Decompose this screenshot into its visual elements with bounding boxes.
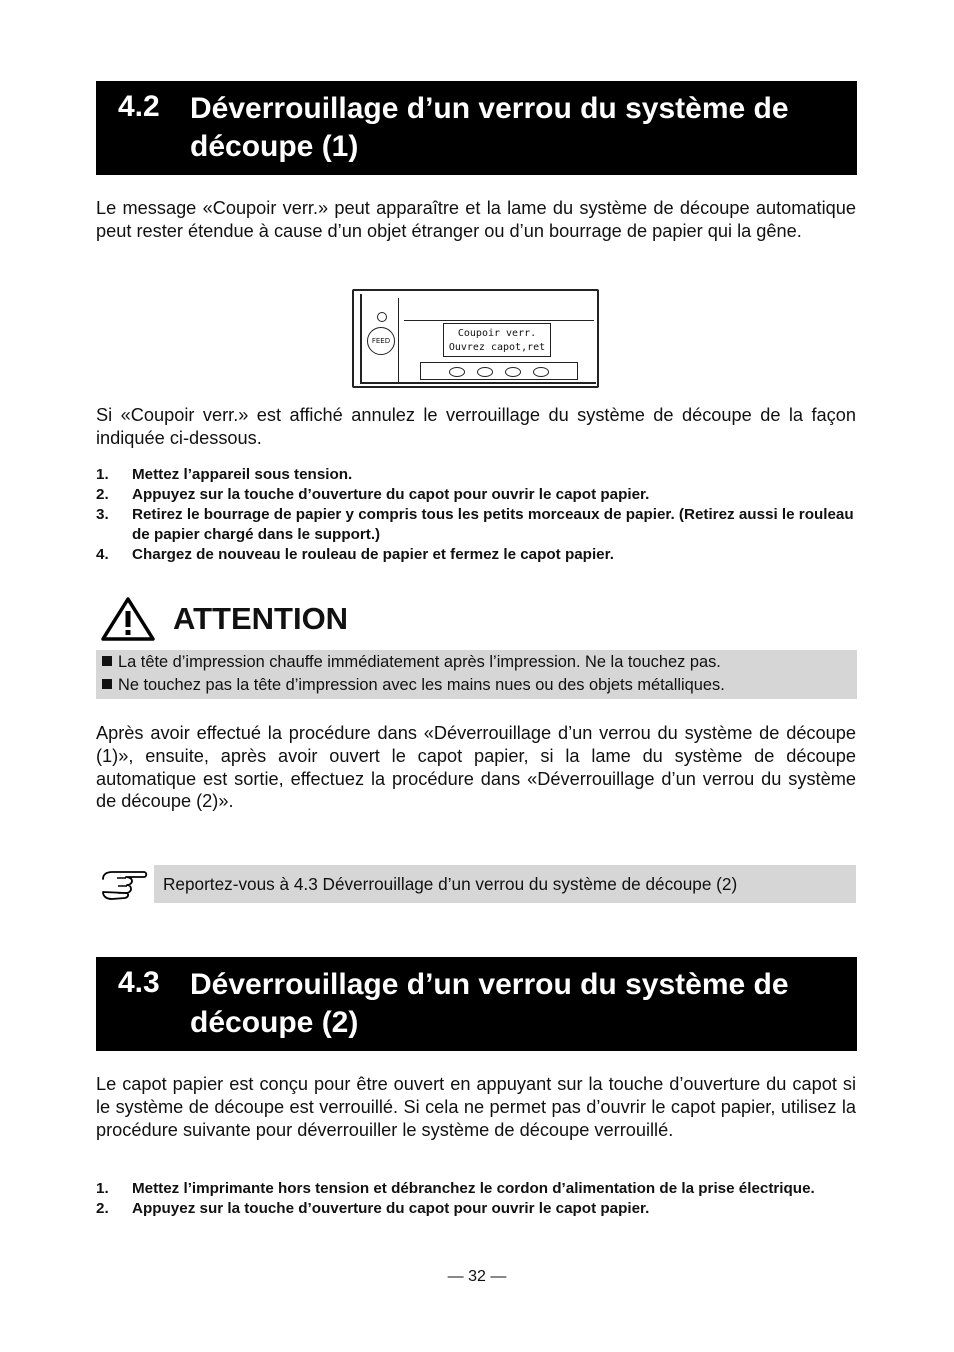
display-keys (420, 362, 578, 380)
bullet-square-icon (102, 679, 112, 689)
power-led-icon (377, 312, 387, 322)
key-icon (505, 367, 521, 377)
printer-display-illustration (352, 289, 599, 388)
section-title: Déverrouillage d’un verrou du système de découpe (2) (190, 968, 789, 1039)
display-top-bar (404, 296, 594, 321)
lcd-line-1: Coupoir verr. (457, 328, 537, 339)
list-item: 1. Mettez l’appareil sous tension. (96, 466, 353, 483)
after-procedure-paragraph: Après avoir effectué la procédure dans «Déverrouillage d’un verrou du système de découpe (1)», ensuite, après avoir ouvert le capot papier, si la lame du système de découpe automatique est sortie, effectuez la procédure dans «Déverrouillage d’un verrou du système de découpe (2)». (96, 723, 856, 812)
section-number: 4.3 (118, 966, 160, 999)
list-item: 3. Retirez le bourrage de papier y compris tous les petits morceaux de papier. (Retirez aussi le rouleau de papier chargé dans le support.) (96, 506, 854, 543)
reference-note (154, 865, 856, 903)
section-4-3-intro: Le capot papier est conçu pour être ouvert en appuyant sur la touche d’ouverture du capot si le système de découpe est verrouillé. Si cela ne permet pas d’ouvrir le capot papier, utilisez la procédure suivante pour déverrouiller le système de découpe verrouillé. (96, 1074, 856, 1140)
attention-box (96, 650, 857, 699)
attention-item: La tête d’impression chauffe immédiatement après l’impression. Ne la touchez pas. (102, 653, 721, 672)
lcd-screen (443, 323, 551, 357)
lcd-line-2: Ouvrez capot,ret (448, 342, 546, 353)
after-display-paragraph: Si «Coupoir verr.» est affiché annulez le verrouillage du système de découpe de la façon indiquée ci-dessous. (96, 405, 856, 448)
list-item: 4. Chargez de nouveau le rouleau de papier et fermez le capot papier. (96, 546, 614, 563)
list-item: 2. Appuyez sur la touche d’ouverture du capot pour ouvrir le capot papier. (96, 486, 650, 503)
steps-list-4-2 (96, 465, 858, 565)
page-number: — 32 — (447, 1268, 507, 1285)
display-panel (360, 294, 596, 384)
reference-text: Reportez-vous à 4.3 Déverrouillage d’un verrou du système de découpe (2) (163, 874, 738, 894)
key-icon (449, 367, 465, 377)
bullet-square-icon (102, 656, 112, 666)
key-icon (533, 367, 549, 377)
section-number: 4.2 (118, 90, 160, 123)
list-item: 1. Mettez l’imprimante hors tension et débranchez le cordon d’alimentation de la prise électrique. (96, 1180, 815, 1197)
feed-button: FEED (367, 327, 395, 355)
attention-heading (100, 596, 349, 646)
section-4-2-header (96, 81, 857, 175)
feed-area (364, 298, 399, 382)
warning-triangle-icon (100, 596, 156, 642)
steps-list-4-3 (96, 1179, 858, 1219)
key-icon (477, 367, 493, 377)
section-4-3-header (96, 957, 857, 1051)
intro-paragraph: Le message «Coupoir verr.» peut apparaître et la lame du système de découpe automatique peut rester étendue à cause d’un objet étranger ou d’un bourrage de papier qui la gêne. (96, 198, 856, 241)
section-title: Déverrouillage d’un verrou du système de découpe (1) (190, 92, 789, 163)
attention-item: Ne touchez pas la tête d’impression avec les mains nues ou des objets métalliques. (102, 676, 725, 695)
attention-title: ATTENTION (173, 601, 349, 636)
pointing-hand-icon (100, 866, 150, 906)
list-item: 2. Appuyez sur la touche d’ouverture du capot pour ouvrir le capot papier. (96, 1200, 650, 1217)
